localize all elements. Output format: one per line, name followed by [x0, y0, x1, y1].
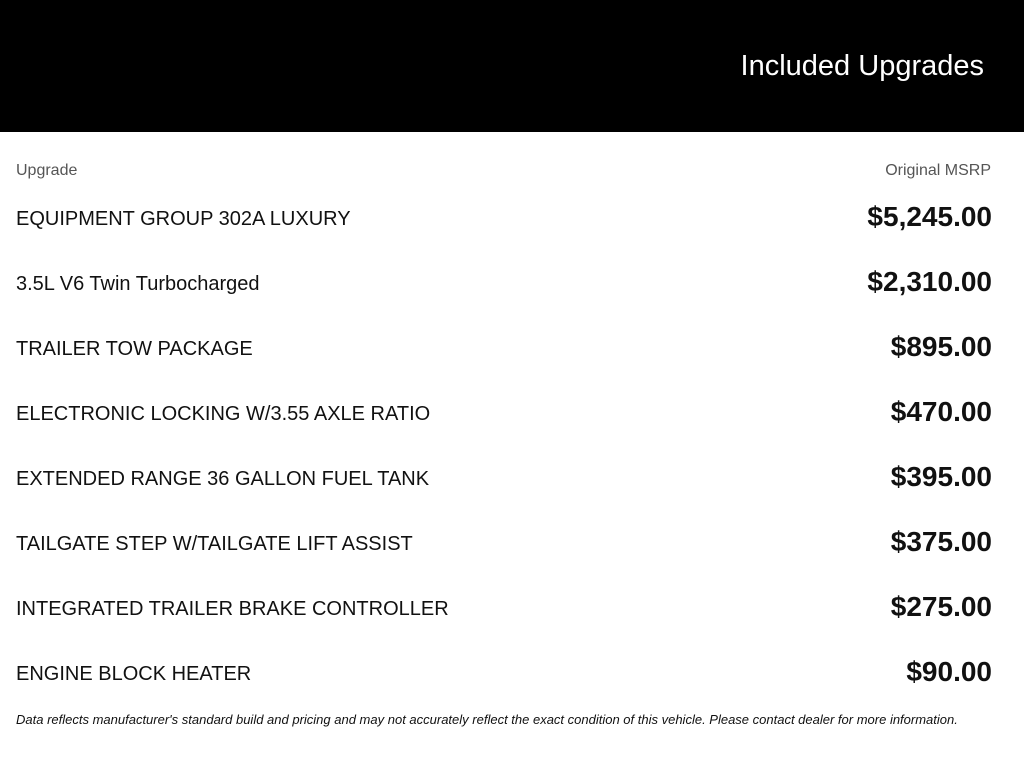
- table-row: [0, 315, 1024, 380]
- table-row: [0, 640, 1024, 705]
- upgrade-price: $2,310.00: [867, 266, 992, 297]
- table-row: [0, 185, 1024, 250]
- upgrades-table: [0, 185, 1024, 705]
- upgrade-name: INTEGRATED TRAILER BRAKE CONTROLLER: [16, 598, 449, 620]
- table-row: [0, 250, 1024, 315]
- upgrade-price: $275.00: [890, 591, 992, 622]
- upgrade-name: 3.5L V6 Twin Turbocharged: [16, 273, 260, 295]
- upgrade-price: $895.00: [890, 331, 992, 362]
- upgrade-name: TAILGATE STEP W/TAILGATE LIFT ASSIST: [16, 533, 413, 555]
- upgrade-price: $395.00: [890, 461, 992, 492]
- table-row: [0, 380, 1024, 445]
- upgrade-price: $90.00: [906, 656, 992, 687]
- upgrade-price: $470.00: [890, 396, 992, 427]
- upgrade-price: $375.00: [890, 526, 992, 557]
- upgrade-price: $5,245.00: [867, 201, 992, 232]
- header-bar: [0, 0, 1024, 132]
- table-row: [0, 445, 1024, 510]
- page-title: Included Upgrades: [740, 50, 984, 82]
- disclaimer-text: Data reflects manufacturer's standard build and pricing and may not accurately reflect the exact condition of this vehicle. Please contact dealer for more information.: [16, 712, 958, 727]
- table-row: [0, 510, 1024, 575]
- upgrade-name: TRAILER TOW PACKAGE: [16, 338, 253, 360]
- upgrade-name: EXTENDED RANGE 36 GALLON FUEL TANK: [16, 468, 430, 490]
- upgrade-name: ELECTRONIC LOCKING W/3.55 AXLE RATIO: [16, 403, 431, 425]
- column-header-msrp: Original MSRP: [885, 162, 991, 179]
- column-header-upgrade: Upgrade: [16, 162, 78, 179]
- upgrade-name: EQUIPMENT GROUP 302A LUXURY: [16, 208, 351, 230]
- table-row: [0, 575, 1024, 640]
- upgrade-name: ENGINE BLOCK HEATER: [16, 663, 252, 685]
